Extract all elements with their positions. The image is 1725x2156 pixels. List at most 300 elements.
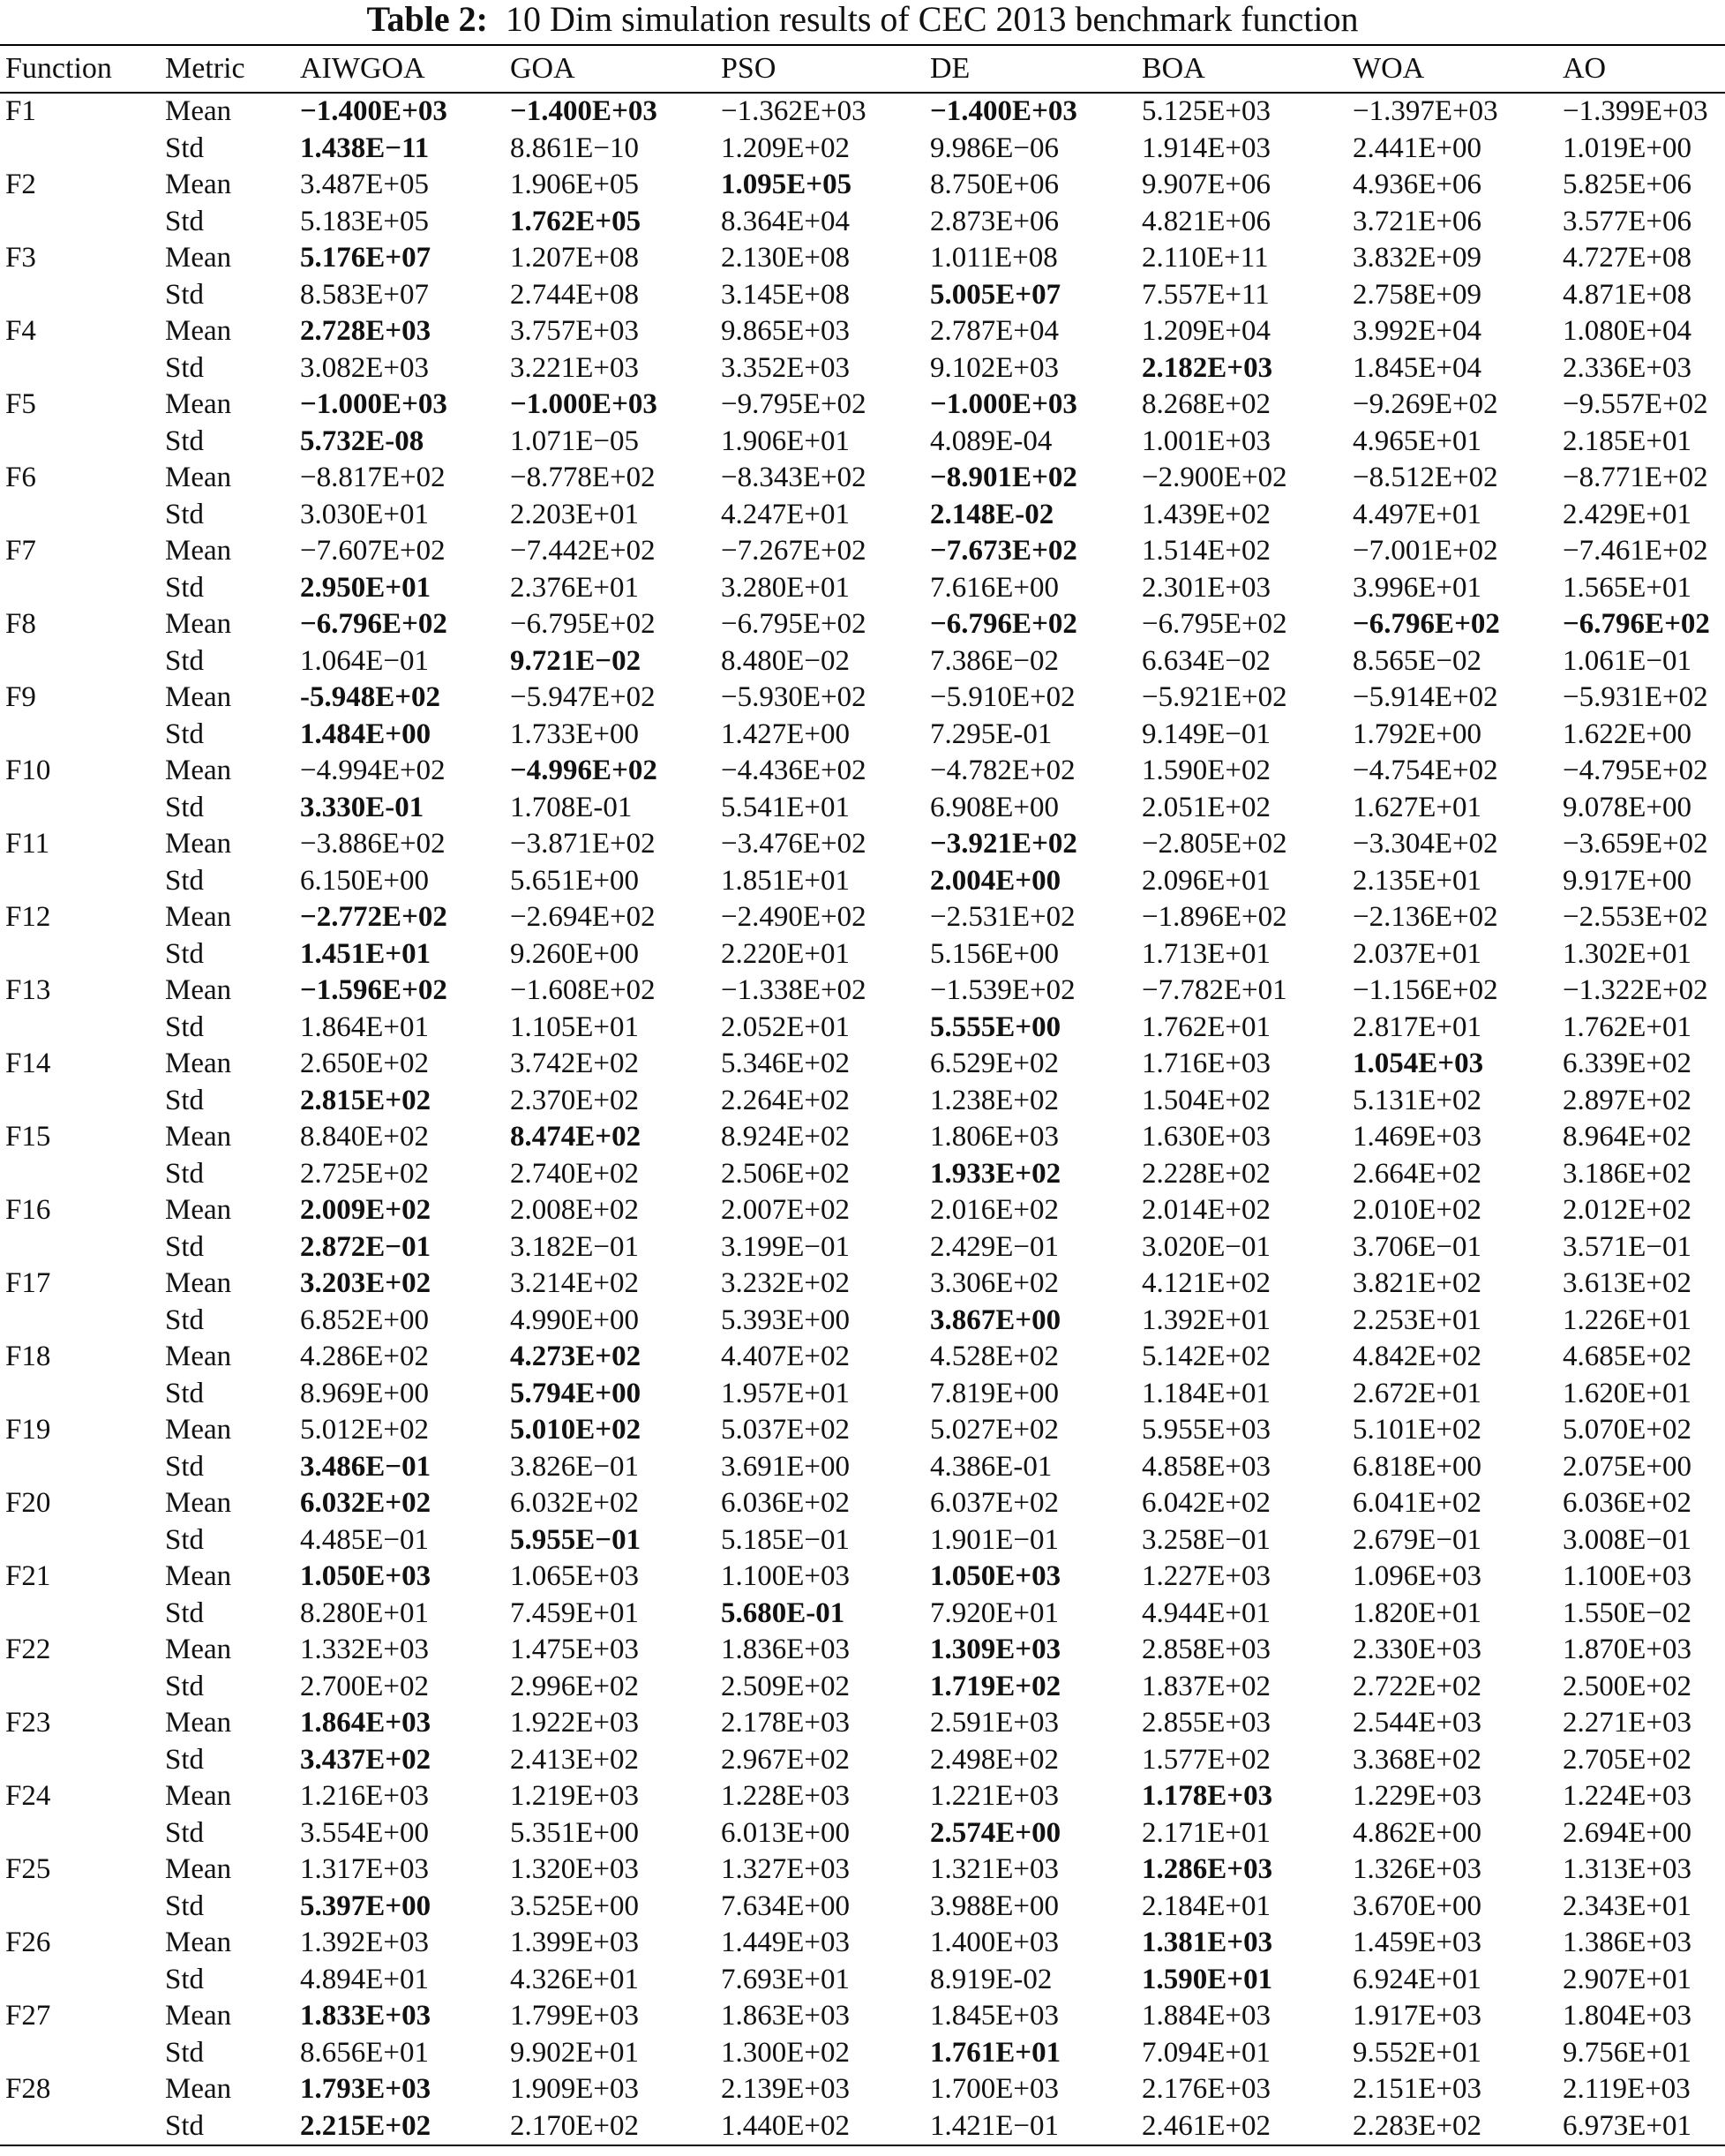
value-cell: 1.870E+03 [1563,1634,1692,1665]
value-cell: −1.338E+02 [721,974,866,1006]
function-cell: F16 [5,1194,51,1226]
metric-cell: Std [165,864,205,897]
value-cell: −1.322E+02 [1563,974,1708,1006]
metric-cell: Std [165,498,205,530]
table-row [0,424,1725,461]
value-cell: 1.851E+01 [721,864,851,897]
value-cell: 2.858E+03 [1142,1634,1271,1665]
metric-cell: Mean [165,1927,232,1958]
value-cell: 5.955E−01 [510,1523,641,1556]
value-cell: 1.209E+02 [721,131,851,164]
value-cell: 6.032E+02 [300,1487,431,1519]
table-row [0,497,1725,534]
metric-cell: Mean [165,242,232,274]
value-cell: 1.514E+02 [1142,535,1271,567]
value-cell: 1.762E+01 [1142,1010,1271,1043]
value-cell: 2.330E+03 [1353,1634,1482,1665]
value-cell: 1.713E+01 [1142,937,1271,970]
metric-cell: Std [165,1450,205,1483]
value-cell: 6.036E+02 [1563,1487,1692,1519]
function-cell: F27 [5,2000,51,2032]
header-aiwgoa: AIWGOA [300,45,510,93]
value-cell: 1.733E+00 [510,717,640,750]
value-cell: 2.967E+02 [721,1743,851,1776]
value-cell: 1.590E+02 [1142,755,1271,786]
value-cell: −1.539E+02 [930,974,1076,1006]
function-cell: F7 [5,535,36,567]
value-cell: 3.437E+02 [300,1743,431,1776]
metric-cell: Std [165,717,205,750]
value-cell: 2.744E+08 [510,278,640,311]
value-cell: 8.750E+06 [930,169,1060,200]
value-cell: 1.080E+04 [1563,315,1692,347]
function-cell: F20 [5,1487,51,1519]
header-de: DE [930,45,1142,93]
value-cell: 2.996E+02 [510,1670,640,1702]
metric-cell: Std [165,2036,205,2069]
value-cell: −7.267E+02 [721,535,866,567]
value-cell: 2.728E+03 [300,315,431,347]
function-cell: F28 [5,2073,51,2105]
metric-cell: Mean [165,169,232,200]
value-cell: 1.806E+03 [930,1121,1060,1153]
value-cell: 1.386E+03 [1563,1927,1692,1958]
metric-cell: Std [165,1230,205,1263]
metric-cell: Mean [165,1341,232,1372]
value-cell: 2.441E+00 [1353,131,1482,164]
value-cell: 5.825E+06 [1563,169,1692,200]
table-row [0,1119,1725,1156]
value-cell: 1.321E+03 [930,1853,1060,1885]
value-cell: 9.552E+01 [1353,2036,1482,2069]
value-cell: 2.574E+00 [930,1816,1061,1849]
value-cell: 2.139E+03 [721,2073,851,2105]
value-cell: 4.089E-04 [930,424,1053,457]
value-cell: 4.685E+02 [1563,1341,1692,1372]
value-cell: −4.795E+02 [1563,755,1708,786]
metric-cell: Mean [165,462,232,493]
value-cell: −6.795E+02 [1142,608,1287,640]
value-cell: 2.110E+11 [1142,242,1269,274]
value-cell: 1.238E+02 [930,1084,1060,1116]
value-cell: 2.664E+02 [1353,1157,1482,1190]
metric-cell: Std [165,1523,205,1556]
value-cell: 2.178E+03 [721,1707,851,1739]
metric-cell: Mean [165,608,232,640]
value-cell: 2.185E+01 [1563,424,1692,457]
metric-cell: Mean [165,681,232,713]
function-cell [0,717,165,754]
value-cell: −3.659E+02 [1563,828,1708,860]
table-row [0,1010,1725,1047]
value-cell: 2.051E+02 [1142,791,1271,823]
value-cell: 9.756E+01 [1563,2036,1692,2069]
value-cell: 4.247E+01 [721,498,851,530]
value-cell: 1.207E+08 [510,242,640,274]
function-cell: F21 [5,1560,51,1592]
function-cell: F5 [5,388,36,420]
value-cell: 8.964E+02 [1563,1121,1692,1153]
value-cell: 2.650E+02 [300,1048,430,1079]
value-cell: 4.326E+01 [510,1963,640,1995]
value-cell: 3.525E+00 [510,1889,640,1922]
table-row [0,1046,1725,1083]
function-cell [0,936,165,973]
metric-cell: Mean [165,535,232,567]
function-cell: F24 [5,1780,51,1812]
value-cell: 2.500E+02 [1563,1670,1692,1702]
value-cell: 1.906E+01 [721,424,851,457]
value-cell: 2.010E+02 [1353,1194,1482,1226]
value-cell: 3.554E+00 [300,1816,430,1849]
value-cell: −1.156E+02 [1353,974,1498,1006]
value-cell: 2.215E+02 [300,2108,510,2146]
function-cell: F15 [5,1121,51,1153]
function-cell: F6 [5,462,36,493]
value-cell: 3.199E−01 [721,1230,851,1263]
value-cell: 1.392E+03 [300,1927,430,1958]
value-cell: −1.399E+03 [1563,95,1708,127]
value-cell: −2.772E+02 [300,901,447,933]
value-cell: 2.301E+03 [1142,571,1271,604]
function-cell: F14 [5,1048,51,1079]
value-cell: 2.855E+03 [1142,1707,1271,1739]
value-cell: 2.897E+02 [1563,1084,1692,1116]
metric-cell: Mean [165,1853,232,1885]
table-row [0,1596,1725,1633]
value-cell: 6.634E−02 [1142,644,1271,677]
value-cell: 2.176E+03 [1142,2073,1271,2105]
value-cell: 7.693E+01 [721,1963,851,1995]
value-cell: 7.920E+01 [930,1596,1060,1629]
value-cell: 2.815E+02 [300,1084,431,1116]
value-cell: −2.553E+02 [1563,901,1708,933]
metric-cell: Std [165,571,205,604]
value-cell: 1.845E+03 [930,2000,1060,2032]
value-cell: 2.008E+02 [510,1194,640,1226]
table-row [0,1376,1725,1413]
value-cell: 2.679E−01 [1353,1523,1482,1556]
value-cell: 1.484E+00 [300,717,431,750]
function-cell: F26 [5,1927,51,1958]
value-cell: −4.754E+02 [1353,755,1498,786]
value-cell: 2.052E+01 [721,1010,851,1043]
value-cell: 7.459E+01 [510,1596,640,1629]
header-function: Function [0,45,165,93]
table-row [0,863,1725,900]
value-cell: 9.721E−02 [510,644,641,677]
metric-cell: Std [165,1084,205,1116]
value-cell: 2.376E+01 [510,571,640,604]
value-cell: 1.550E−02 [1563,1596,1692,1629]
value-cell: 4.894E+01 [300,1963,430,1995]
metric-cell: Mean [165,388,232,420]
table-row [0,717,1725,754]
metric-cell: Mean [165,2000,232,2032]
value-cell: 3.008E−01 [1563,1523,1692,1556]
function-cell [0,1303,165,1340]
function-cell [0,1669,165,1706]
value-cell: 1.793E+03 [300,2073,431,2105]
value-cell: 1.427E+00 [721,717,851,750]
value-cell: 3.996E+01 [1353,571,1482,604]
table-row [0,680,1725,717]
value-cell: 2.228E+02 [1142,1157,1271,1190]
table-row [0,2108,1725,2146]
header-boa: BOA [1142,45,1353,93]
value-cell: 5.397E+00 [300,1889,431,1922]
value-cell: −6.795E+02 [510,608,656,640]
value-cell: 1.957E+01 [721,1377,851,1409]
value-cell: 1.708E-01 [510,791,633,823]
value-cell: 3.577E+06 [1563,205,1692,237]
value-cell: 1.762E+01 [1563,1010,1692,1043]
value-cell: 8.969E+00 [300,1377,430,1409]
value-cell: −1.400E+03 [300,95,447,127]
value-cell: 1.459E+03 [1353,1927,1482,1958]
value-cell: −2.805E+02 [1142,828,1287,860]
value-cell: −2.490E+02 [721,901,866,933]
value-cell: 5.176E+07 [300,242,431,274]
value-cell: −6.796E+02 [300,608,447,640]
table-row [0,2035,1725,2072]
value-cell: 5.156E+00 [930,937,1060,970]
value-cell: 1.001E+03 [1142,424,1271,457]
value-cell: 2.336E+03 [1563,351,1692,384]
value-cell: 2.498E+02 [930,1743,1060,1776]
function-cell [0,570,165,607]
function-cell [0,497,165,534]
value-cell: −3.304E+02 [1353,828,1498,860]
value-cell: 1.178E+03 [1142,1780,1273,1812]
table-row [0,1632,1725,1669]
value-cell: 9.917E+00 [1563,864,1692,897]
value-cell: 5.183E+05 [300,205,430,237]
value-cell: 1.906E+05 [510,169,640,200]
value-cell: 3.487E+05 [300,169,430,200]
value-cell: 5.346E+02 [721,1048,851,1079]
value-cell: −1.397E+03 [1353,95,1498,127]
metric-cell: Mean [165,1780,232,1812]
value-cell: 4.858E+03 [1142,1450,1271,1483]
value-cell: 2.014E+02 [1142,1194,1271,1226]
value-cell: 4.842E+02 [1353,1341,1482,1372]
function-cell: F23 [5,1707,51,1739]
value-cell: 8.861E−10 [510,131,640,164]
value-cell: 2.007E+02 [721,1194,851,1226]
value-cell: 5.651E+00 [510,864,640,897]
value-cell: 2.672E+01 [1353,1377,1482,1409]
value-cell: −8.512E+02 [1353,462,1498,493]
value-cell: 3.691E+00 [721,1450,851,1483]
metric-cell: Mean [165,2073,232,2105]
value-cell: 1.221E+03 [930,1780,1060,1812]
value-cell: 4.936E+06 [1353,169,1482,200]
metric-cell: Mean [165,1487,232,1519]
value-cell: −3.476E+02 [721,828,866,860]
value-cell: 1.884E+03 [1142,2000,1271,2032]
table-row [0,1266,1725,1303]
value-cell: −5.930E+02 [721,681,866,713]
value-cell: 1.228E+03 [721,1780,851,1812]
value-cell: −7.673E+02 [930,535,1077,567]
value-cell: 4.990E+00 [510,1303,640,1336]
function-cell: F22 [5,1634,51,1665]
value-cell: 1.922E+03 [510,1707,640,1739]
value-cell: 2.370E+02 [510,1084,640,1116]
function-cell [0,1229,165,1266]
value-cell: 4.727E+08 [1563,242,1692,274]
value-cell: 2.170E+02 [510,2108,721,2146]
value-cell: 1.071E−05 [510,424,640,457]
value-cell: 9.149E−01 [1142,717,1271,750]
value-cell: 1.381E+03 [1142,1927,1273,1958]
table-row [0,643,1725,680]
metric-cell: Std [165,131,205,164]
value-cell: 5.125E+03 [1142,95,1271,127]
value-cell: 2.722E+02 [1353,1670,1482,1702]
metric-cell: Mean [165,1414,232,1446]
value-cell: 1.864E+01 [300,1010,430,1043]
value-cell: 1.590E+01 [1142,1963,1273,1995]
value-cell: 2.075E+00 [1563,1450,1692,1483]
table-row [0,753,1725,790]
value-cell: −8.771E+02 [1563,462,1708,493]
table-row [0,1852,1725,1889]
value-cell: 1.095E+05 [721,169,852,200]
table-row [0,1742,1725,1779]
value-cell: 1.216E+03 [300,1780,430,1812]
value-cell: −7.442E+02 [510,535,656,567]
value-cell: 1.504E+02 [1142,1084,1271,1116]
value-cell: 3.330E-01 [300,791,424,823]
function-cell: F25 [5,1853,51,1885]
value-cell: 5.070E+02 [1563,1414,1692,1446]
value-cell: 1.061E−01 [1563,644,1692,677]
value-cell: 1.716E+03 [1142,1048,1271,1079]
value-cell: 1.836E+03 [721,1634,851,1665]
value-cell: 5.732E-08 [300,424,424,457]
value-cell: 5.142E+02 [1142,1341,1271,1372]
value-cell: 6.339E+02 [1563,1048,1692,1079]
value-cell: 7.557E+11 [1142,278,1270,311]
table-row [0,826,1725,863]
function-cell [0,863,165,900]
function-cell: F18 [5,1341,51,1372]
function-cell: F17 [5,1267,51,1299]
value-cell: −1.400E+03 [510,95,657,127]
value-cell: 2.461E+02 [1142,2108,1353,2146]
value-cell: 2.872E−01 [300,1230,431,1263]
value-cell: 2.096E+01 [1142,864,1271,897]
function-cell: F12 [5,901,51,933]
value-cell: 1.332E+03 [300,1634,430,1665]
metric-cell: Std [165,1596,205,1629]
value-cell: −2.694E+02 [510,901,656,933]
value-cell: 2.220E+01 [721,937,851,970]
function-cell [0,2108,165,2146]
value-cell: 1.451E+01 [300,937,431,970]
table-row [0,1229,1725,1266]
value-cell: −5.914E+02 [1353,681,1498,713]
function-cell: F10 [5,755,51,786]
value-cell: 1.761E+01 [930,2036,1061,2069]
value-cell: 1.439E+02 [1142,498,1271,530]
value-cell: 2.016E+02 [930,1194,1060,1226]
value-cell: 2.283E+02 [1353,2108,1563,2146]
value-cell: 3.203E+02 [300,1267,431,1299]
metric-cell: Std [165,1743,205,1776]
table-row [0,899,1725,936]
table-row [0,240,1725,277]
value-cell: 3.821E+02 [1353,1267,1482,1299]
value-cell: 6.037E+02 [930,1487,1060,1519]
value-cell: −5.931E+02 [1563,681,1708,713]
value-cell: 5.005E+07 [930,278,1061,311]
value-cell: 4.485E−01 [300,1523,430,1556]
value-cell: 1.762E+05 [510,205,641,237]
function-cell [0,131,165,168]
table-row [0,1669,1725,1706]
table-row [0,460,1725,497]
value-cell: 1.833E+03 [300,2000,431,2032]
value-cell: 8.583E+07 [300,278,430,311]
value-cell: 3.721E+06 [1353,205,1482,237]
value-cell: 9.902E+01 [510,2036,640,2069]
value-cell: 2.591E+03 [930,1707,1060,1739]
function-cell: F4 [5,315,36,347]
value-cell: 8.474E+02 [510,1121,641,1153]
value-cell: 5.955E+03 [1142,1414,1271,1446]
value-cell: 2.817E+01 [1353,1010,1482,1043]
table-caption [0,0,1725,44]
value-cell: 2.271E+03 [1563,1707,1692,1739]
value-cell: 3.757E+03 [510,315,640,347]
value-cell: 4.821E+06 [1142,205,1271,237]
value-cell: 5.351E+00 [510,1816,640,1849]
function-cell [0,1742,165,1779]
value-cell: 1.901E−01 [930,1523,1060,1556]
table-row [0,167,1725,204]
header-woa: WOA [1353,45,1563,93]
value-cell: −8.778E+02 [510,462,656,493]
value-cell: 1.565E+01 [1563,571,1692,604]
value-cell: 8.268E+02 [1142,388,1271,420]
table-row [0,1485,1725,1522]
value-cell: 1.100E+03 [721,1560,851,1592]
value-cell: 3.706E−01 [1353,1230,1482,1263]
value-cell: 2.343E+01 [1563,1889,1692,1922]
value-cell: 3.258E−01 [1142,1523,1271,1556]
value-cell: 2.151E+03 [1353,2073,1482,2105]
value-cell: 1.300E+02 [721,2036,851,2069]
value-cell: −2.531E+02 [930,901,1076,933]
caption-title: 10 Dim simulation results of CEC 2013 benchmark function [505,0,1359,39]
value-cell: 2.253E+01 [1353,1303,1482,1336]
value-cell: 1.229E+03 [1353,1780,1482,1812]
value-cell: 2.171E+01 [1142,1816,1271,1849]
table-row [0,1449,1725,1486]
value-cell: −9.557E+02 [1563,388,1708,420]
value-cell: 6.924E+01 [1353,1963,1482,1995]
value-cell: 4.871E+08 [1563,278,1692,311]
value-cell: 1.019E+00 [1563,131,1692,164]
function-cell: F8 [5,608,36,640]
metric-cell: Std [165,2108,300,2146]
metric-cell: Mean [165,1267,232,1299]
value-cell: 3.214E+02 [510,1267,640,1299]
function-cell [0,424,165,461]
